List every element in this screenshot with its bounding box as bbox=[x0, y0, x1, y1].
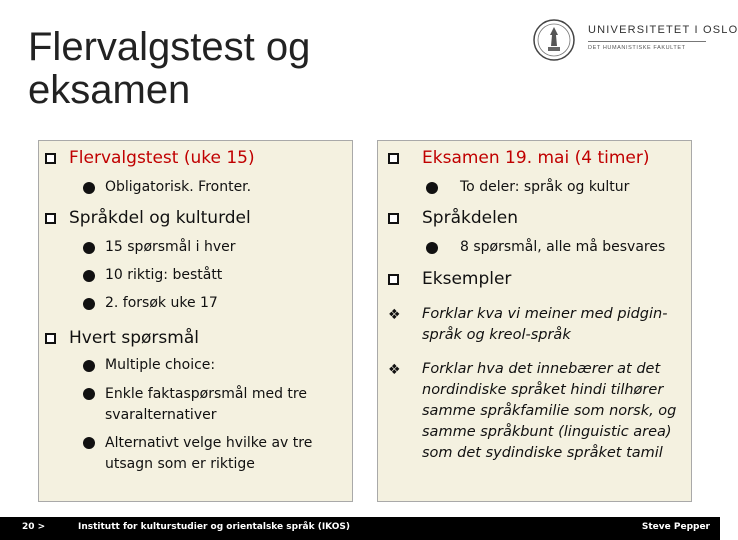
page-number: 20 > bbox=[22, 522, 46, 532]
bullet-text: Obligatorisk. Fronter. bbox=[105, 179, 252, 195]
checkbox-bullet-icon bbox=[388, 153, 399, 164]
university-logo bbox=[532, 18, 738, 66]
footer-institute: Institutt for kulturstudier og orientalske språk (IKOS) bbox=[78, 522, 350, 532]
bullet-dot-icon bbox=[83, 242, 95, 254]
checkbox-bullet-icon bbox=[388, 274, 399, 285]
bullet-text: Enkle faktaspørsmål med tre svaralternativer bbox=[105, 386, 307, 423]
heading-hvert-spoersmaal: Hvert spørsmål bbox=[69, 328, 199, 348]
bullet-text: Multiple choice: bbox=[105, 357, 216, 373]
slide-title: Flervalgstest og eksamen bbox=[28, 25, 311, 112]
bullet-text: Alternativt velge hvilke av tre utsagn som er riktige bbox=[105, 435, 313, 472]
logo-divider bbox=[588, 41, 706, 42]
example-text: Forklar hva det innebærer at det nordindiske språket hindi tilhører samme språkfamilie som norsk, og samme språkbunt (linguistic area) som det sydindiske språket tamil bbox=[422, 361, 677, 461]
bullet-text: 2. forsøk uke 17 bbox=[105, 295, 218, 311]
heading-flervalgstest: Flervalgstest (uke 15) bbox=[69, 148, 255, 168]
checkbox-bullet-icon bbox=[388, 213, 399, 224]
diamond-bullet-icon: ❖ bbox=[388, 307, 401, 323]
bullet-dot-icon bbox=[83, 270, 95, 282]
bullet-dot-icon bbox=[83, 388, 95, 400]
right-content-box bbox=[377, 140, 692, 502]
bullet-dot-icon bbox=[83, 182, 95, 194]
checkbox-bullet-icon bbox=[45, 153, 56, 164]
heading-spraakdel-kulturdel: Språkdel og kulturdel bbox=[69, 208, 251, 228]
bullet-text: To deler: språk og kultur bbox=[460, 179, 630, 195]
checkbox-bullet-icon bbox=[45, 213, 56, 224]
university-seal-icon bbox=[532, 18, 576, 62]
checkbox-bullet-icon bbox=[45, 333, 56, 344]
heading-spraakdelen: Språkdelen bbox=[422, 208, 519, 228]
left-content-box bbox=[38, 140, 353, 502]
heading-eksempler: Eksempler bbox=[422, 269, 512, 289]
logo-faculty: DET HUMANISTISKE FAKULTET bbox=[588, 45, 686, 51]
bullet-text: 15 spørsmål i hver bbox=[105, 239, 236, 255]
bullet-dot-icon bbox=[83, 437, 95, 449]
bullet-dot-icon bbox=[83, 360, 95, 372]
example-text: Forklar kva vi meiner med pidgin-språk og kreol-språk bbox=[422, 306, 668, 343]
footer-bar bbox=[0, 517, 720, 540]
bullet-dot-icon bbox=[426, 242, 438, 254]
bullet-text: 10 riktig: bestått bbox=[105, 267, 223, 283]
logo-name: UNIVERSITETET I OSLO bbox=[588, 24, 738, 36]
heading-eksamen: Eksamen 19. mai (4 timer) bbox=[422, 148, 650, 168]
diamond-bullet-icon: ❖ bbox=[388, 362, 401, 378]
bullet-dot-icon bbox=[426, 182, 438, 194]
bullet-dot-icon bbox=[83, 298, 95, 310]
footer-author: Steve Pepper bbox=[641, 522, 710, 532]
bullet-text: 8 spørsmål, alle må besvares bbox=[460, 239, 666, 255]
